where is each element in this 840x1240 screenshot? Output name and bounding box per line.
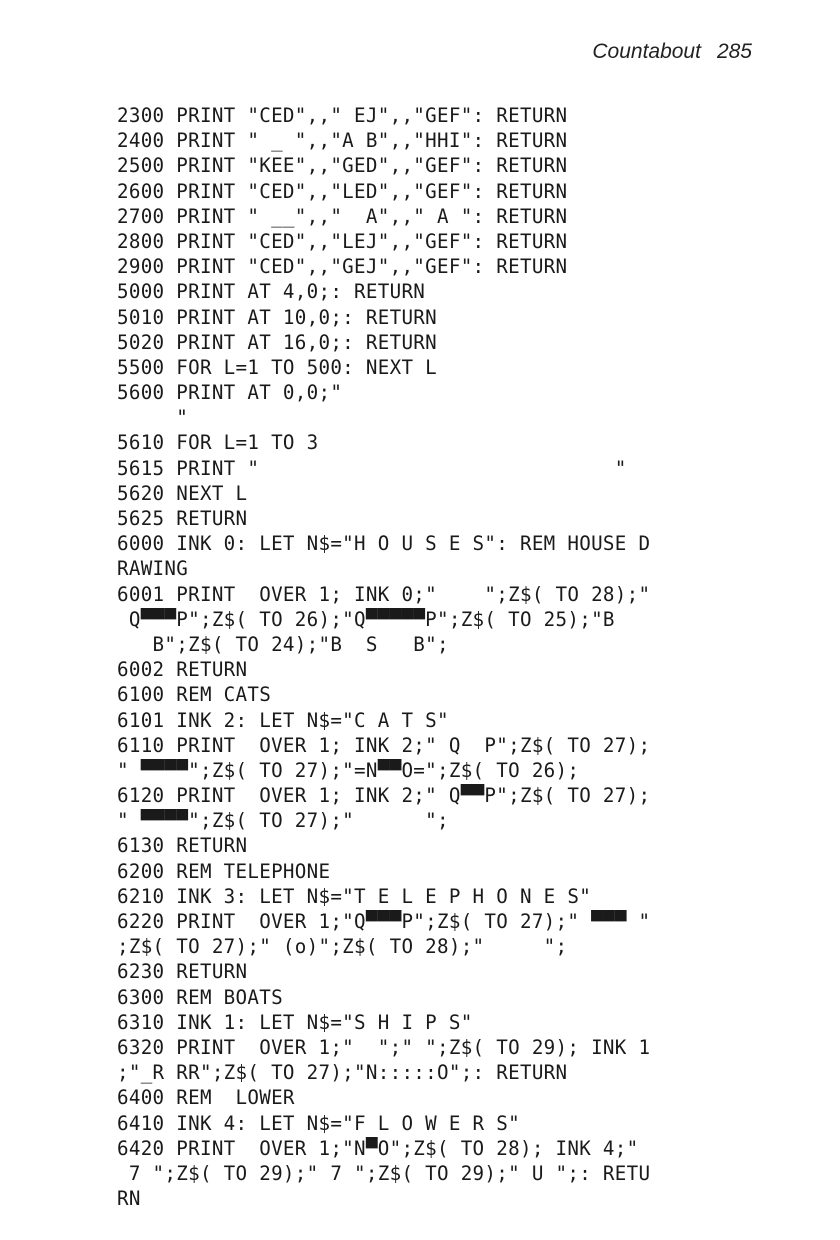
code-line: 5000 PRINT AT 4,0;: RETURN — [117, 280, 426, 304]
code-line: RN — [117, 1187, 141, 1211]
code-line: 5620 NEXT L — [117, 481, 248, 505]
code-line: 5615 PRINT " " — [117, 456, 627, 480]
code-line: 5020 PRINT AT 16,0;: RETURN — [117, 330, 437, 354]
page-header — [592, 40, 752, 64]
code-line: 6230 RETURN — [117, 960, 248, 984]
code-line: Q▀▀▀P";Z$( TO 26);"Q▀▀▀▀▀P";Z$( TO 25);"B — [117, 607, 615, 631]
code-line: ;Z$( TO 27);" (o)";Z$( TO 28);" "; — [117, 935, 568, 959]
basic-program-listing — [117, 103, 787, 1211]
code-line: 6100 REM CATS — [117, 683, 272, 707]
code-line: RAWING — [117, 557, 189, 581]
code-line: 5600 PRINT AT 0,0;" — [117, 381, 343, 405]
code-line: 2700 PRINT " __",," A",," A ": RETURN — [117, 204, 568, 228]
code-line: 6320 PRINT OVER 1;" ";" ";Z$( TO 29); INK 1 — [117, 1035, 651, 1059]
code-line: 6002 RETURN — [117, 658, 248, 682]
code-line: 6310 INK 1: LET N$="S H I P S" — [117, 1010, 473, 1034]
code-line: 6101 INK 2: LET N$="C A T S" — [117, 708, 449, 732]
code-line: 6110 PRINT OVER 1; INK 2;" Q P";Z$( TO 27); — [117, 733, 651, 757]
code-line: B";Z$( TO 24);"B S B"; — [117, 632, 449, 656]
code-line: 6000 INK 0: LET N$="H O U S E S": REM HOUSE D — [117, 532, 651, 556]
code-line: 6400 REM LOWER — [117, 1086, 295, 1110]
code-line: 6410 INK 4: LET N$="F L O W E R S" — [117, 1111, 520, 1135]
page-number: 285 — [716, 40, 752, 63]
running-title: Countabout — [592, 40, 701, 63]
code-line: 5500 FOR L=1 TO 500: NEXT L — [117, 355, 437, 379]
code-line: 6220 PRINT OVER 1;"Q▀▀▀P";Z$( TO 27);" ▀▀▀ " — [117, 910, 651, 933]
code-line: 2900 PRINT "CED",,"GEJ",,"GEF": RETURN — [117, 255, 568, 279]
code-line: 6001 PRINT OVER 1; INK 0;" ";Z$( TO 28);" — [117, 582, 651, 606]
code-line: 5625 RETURN — [117, 507, 248, 530]
code-line: 2400 PRINT " _ ",,"A B",,"HHI": RETURN — [117, 129, 568, 153]
code-line: " — [117, 406, 189, 430]
code-line: 7 ";Z$( TO 29);" 7 ";Z$( TO 29);" U ";: RETU — [117, 1161, 651, 1185]
code-line: 2500 PRINT "KEE",,"GED",,"GEF": RETURN — [117, 154, 568, 178]
code-line: " ▀▀▀▀";Z$( TO 27);" "; — [117, 809, 449, 833]
code-line: 2800 PRINT "CED",,"LEJ",,"GEF": RETURN — [117, 229, 568, 253]
code-line: 6420 PRINT OVER 1;"N▀O";Z$( TO 28); INK 4;" — [117, 1136, 639, 1160]
code-line: 6120 PRINT OVER 1; INK 2;" Q▀▀P";Z$( TO 27); — [117, 784, 651, 808]
code-line: ;"_R RR";Z$( TO 27);"N:::::O";: RETURN — [117, 1061, 568, 1085]
code-line: 2300 PRINT "CED",," EJ",,"GEF": RETURN — [117, 104, 568, 127]
code-line: 5010 PRINT AT 10,0;: RETURN — [117, 305, 437, 329]
code-line: 6210 INK 3: LET N$="T E L E P H O N E S" — [117, 884, 592, 908]
code-line: " ▀▀▀▀";Z$( TO 27);"=N▀▀O=";Z$( TO 26); — [117, 758, 580, 782]
code-line: 6200 REM TELEPHONE — [117, 859, 331, 883]
code-line: 6130 RETURN — [117, 834, 248, 858]
code-line: 6300 REM BOATS — [117, 985, 283, 1009]
code-line: 2600 PRINT "CED",,"LED",,"GEF": RETURN — [117, 179, 568, 203]
code-line: 5610 FOR L=1 TO 3 — [117, 431, 319, 455]
